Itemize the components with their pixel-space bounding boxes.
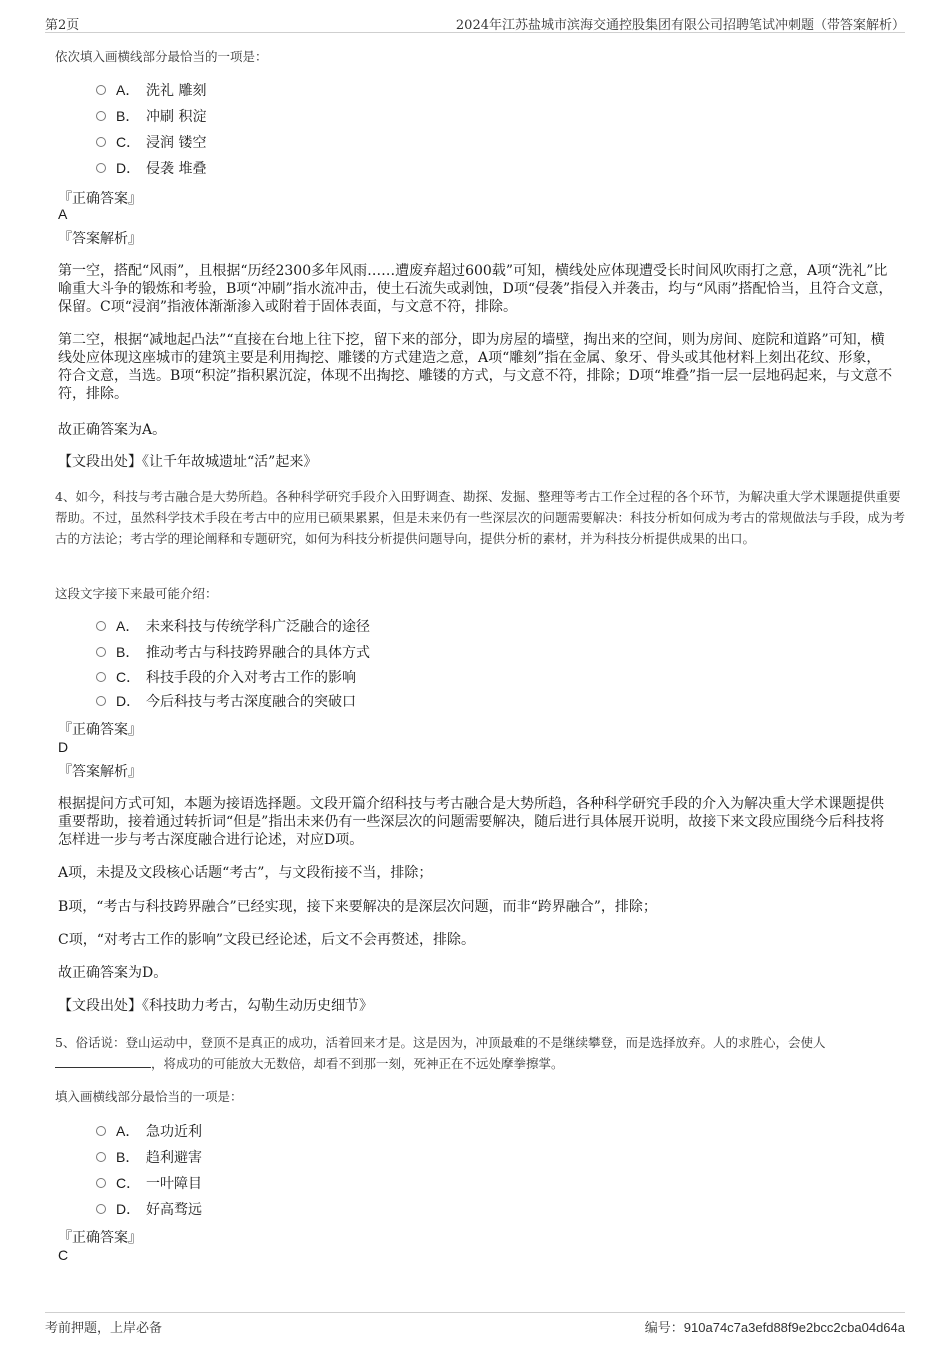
q4-source: 【文段出处】《科技助力考古，勾勒生动历史细节》 [58, 998, 373, 1014]
q3-option-b[interactable]: B． 冲刷 积淀 [96, 106, 206, 126]
radio-icon[interactable] [96, 647, 106, 657]
radio-icon[interactable] [96, 85, 106, 95]
q3-analysis-p1: 第一空，搭配“风雨”，且根据“历经2300多年风雨……遭废弃超过600载”可知，横线处应体现遭受长时间风吹雨打之意，A项“洗礼”比喻重大斗争的锻炼和考验，B项“冲刷”指水流冲击，使土石流失或剥蚀，D项“侵袭”指侵入并袭击，均与“风雨”搭配恰当，且符合文意，保留。C项“浸润”指液体渐渐渗入或附着于固体表面，与文意不符，排除。 [58, 263, 893, 315]
page-number: 第2页 [45, 18, 80, 33]
radio-icon[interactable] [96, 163, 106, 173]
radio-icon[interactable] [96, 1152, 106, 1162]
q5-option-c[interactable]: C． 一叶障目 [96, 1173, 202, 1193]
footer-slogan: 考前押题，上岸必备 [45, 1321, 163, 1336]
q4-answer-label: 『正确答案』 [58, 722, 142, 738]
q3-prompt: 依次填入画横线部分最恰当的一项是： [55, 49, 268, 64]
q5-answer: C [58, 1247, 69, 1263]
q3-analysis-label: 『答案解析』 [58, 231, 142, 247]
q4-answer: D [58, 739, 69, 755]
q3-analysis-p2: 第二空，根据“减地起凸法”“直接在台地上往下挖，留下来的部分，即为房屋的墙壁，掏出来的空间，则为房间、庭院和道路”可知，横线处应体现这座城市的建筑主要是利用掏挖、雕镂的方式建造之意，A项“雕刻”指在金属、象牙、骨头或其他材料上刻出花纹、形象，符合文意，当选。B项“积淀”指积累沉淀，体现不出掏挖、雕镂的方式，与文意不符，排除；D项“堆叠”指一层一层地码起来，与文意不符，排除。 [58, 332, 893, 402]
q4-option-d[interactable]: D． 今后科技与考古深度融合的突破口 [96, 691, 356, 711]
q3-conclusion: 故正确答案为A。 [58, 422, 167, 438]
q4-option-c[interactable]: C． 科技手段的介入对考古工作的影响 [96, 667, 356, 687]
q5-option-a[interactable]: A． 急功近利 [96, 1121, 202, 1141]
radio-icon[interactable] [96, 696, 106, 706]
q3-option-a[interactable]: A． 洗礼 雕刻 [96, 80, 206, 100]
radio-icon[interactable] [96, 137, 106, 147]
q4-prompt: 这段文字接下来最可能介绍： [55, 586, 218, 601]
page-header [45, 10, 905, 33]
radio-icon[interactable] [96, 111, 106, 121]
q4-analysis-p1: 根据提问方式可知，本题为接语选择题。文段开篇介绍科技与考古融合是大势所趋，各种科学研究手段的介入为解决重大学术课题提供重要帮助，接着通过转折词“但是”指出未来仍有一些深层次的问题需要解决，随后进行具体展开说明，故接下来文段应围绕今后科技将怎样进一步与考古深度融合进行论述，对应D项。 [58, 796, 885, 848]
radio-icon[interactable] [96, 1126, 106, 1136]
document-code: 编号：910a74c7a3efd88f9e2bcc2cba04d64a [644, 1320, 905, 1336]
q5-prompt: 填入画横线部分最恰当的一项是： [55, 1089, 243, 1104]
q4-question-text: 4、如今，科技与考古融合是大势所趋。各种科学研究手段介入田野调查、勘探、发掘、整理等考古工作全过程的各个环节，为解决重大学术课题提供重要帮助。不过，虽然科学技术手段在考古中的应用已硕果累累，但是未来仍有一些深层次的问题需要解决：科技分析如何成为考古的常规做法与手段，成为考古的方法论；考古学的理论阐释和专题研究，如何为科技分析提供问题导向，提供分析的素材，并为科技分析提供成果的出口。 [55, 489, 906, 546]
q4-analysis-p3: B项，“考古与科技跨界融合”已经实现，接下来要解决的是深层次问题，而非“跨界融合”，排除； [58, 899, 657, 915]
page-footer [45, 1312, 905, 1335]
q3-source: 【文段出处】《让千年故城遗址“活”起来》 [58, 454, 318, 470]
q5-answer-label: 『正确答案』 [58, 1230, 142, 1246]
q3-option-c[interactable]: C． 浸润 镂空 [96, 132, 206, 152]
q5-option-d[interactable]: D． 好高骛远 [96, 1199, 202, 1219]
q5-question-text: 5、俗话说：登山运动中，登顶不是真正的成功，活着回来才是。这是因为，冲顶最难的不是继续攀登，而是选择放弃。人的求胜心，会使人，将成功的可能放大无数倍，却看不到那一刻，死神正在不远处摩拳擦掌。 [55, 1035, 826, 1071]
document-title: 2024年江苏盐城市滨海交通控股集团有限公司招聘笔试冲刺题（带答案解析） [455, 18, 905, 33]
q4-analysis-label: 『答案解析』 [58, 764, 142, 780]
q4-option-b[interactable]: B． 推动考古与科技跨界融合的具体方式 [96, 642, 370, 662]
q3-answer-label: 『正确答案』 [58, 191, 142, 207]
q3-answer: A [58, 206, 68, 222]
q4-option-a[interactable]: A． 未来科技与传统学科广泛融合的途径 [96, 616, 370, 636]
radio-icon[interactable] [96, 621, 106, 631]
radio-icon[interactable] [96, 672, 106, 682]
q4-conclusion: 故正确答案为D。 [58, 965, 168, 981]
q4-analysis-p4: C项，“对考古工作的影响”文段已经论述，后文不会再赘述，排除。 [58, 932, 476, 948]
q4-analysis-p2: A项，未提及文段核心话题“考古”，与文段衔接不当，排除； [58, 865, 433, 881]
q3-option-d[interactable]: D． 侵袭 堆叠 [96, 158, 206, 178]
q5-option-b[interactable]: B． 趋利避害 [96, 1147, 202, 1167]
radio-icon[interactable] [96, 1178, 106, 1188]
radio-icon[interactable] [96, 1204, 106, 1214]
fill-blank [55, 1054, 151, 1068]
